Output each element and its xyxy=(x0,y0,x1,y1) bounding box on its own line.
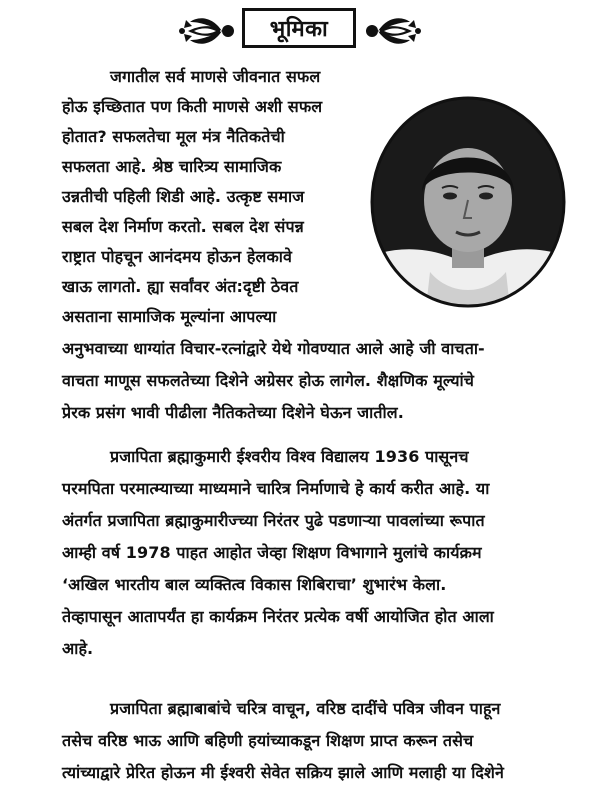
text-line: आम्ही वर्ष 1978 पाहत आहोत जेव्हा शिक्षण विभागाने मुलांचे कार्यक्रम xyxy=(62,543,482,562)
text-line: प्रजापिता ब्रह्माबाबांचे चरित्र वाचून, वरिष्ठ दादींचे पवित्र जीवन पाहून xyxy=(110,699,501,718)
page-header xyxy=(0,8,600,52)
text-line: अंतर्गत प्रजापिता ब्रह्माकुमारीज्च्या निरंतर पुढे पडणाऱ्या पावलांच्या रूपात xyxy=(62,511,485,530)
text-line: जगातील सर्व माणसे जीवनात सफल xyxy=(110,67,321,86)
author-portrait xyxy=(370,96,566,308)
text-line: ‘अखिल भारतीय बाल व्यक्तित्व विकास शिबिराचा’ शुभारंभ केला. xyxy=(62,575,447,594)
text-line: परमपिता परमात्म्याच्या माध्यमाने चारित्र निर्माणाचे हे कार्य करीत आहे. या xyxy=(62,479,490,498)
text-line: राष्ट्रात पोहचून आनंदमय होऊन हेलकावे xyxy=(62,247,292,266)
page-title: भूमिका xyxy=(269,17,329,42)
text-line: सबल देश निर्माण करतो. सबल देश संपन्न xyxy=(62,217,304,236)
text-line: प्रेरक प्रसंग भावी पीढीला नैतिकतेच्या दिशेने घेऊन जातील. xyxy=(62,403,404,422)
text-line: खाऊ लागतो. ह्या सर्वांवर अंत:दृष्टी ठेवत xyxy=(62,277,299,296)
text-line: त्यांच्याद्वारे प्रेरित होऊन मी ईश्वरी सेवेत सक्रिय झाले आणि मलाही या दिशेने xyxy=(62,763,504,782)
text-line: प्रजापिता ब्रह्माकुमारी ईश्वरीय विश्व विद्यालय 1936 पासूनच xyxy=(110,447,469,466)
text-line: होऊ इच्छितात पण किती माणसे अशी सफल xyxy=(62,97,323,116)
text-line: अनुभवाच्या धाग्यांत विचार-रत्नांद्वारे येथे गोवण्यात आले आहे जी वाचता- xyxy=(62,339,485,358)
text-line: तसेच वरिष्ठ भाऊ आणि बहिणी हयांच्याकडून शिक्षण प्राप्त करून तसेच xyxy=(62,731,474,750)
text-line: आहे. xyxy=(62,639,94,658)
text-line: तेव्हापासून आतापर्यंत हा कार्यक्रम निरंतर प्रत्येक वर्षी आयोजित होत आला xyxy=(62,607,494,626)
left-ornament-icon xyxy=(176,14,236,48)
text-line: सफलता आहे. श्रेष्ठ चारित्र्य सामाजिक xyxy=(62,157,282,176)
text-line: होतात? सफलतेचा मूल मंत्र नैतिकतेची xyxy=(62,127,285,146)
title-box xyxy=(242,8,356,48)
text-line: उन्नतीची पहिली शिडी आहे. उत्कृष्ट समाज xyxy=(62,187,305,206)
text-line: असताना सामाजिक मूल्यांना आपल्या xyxy=(62,307,277,326)
right-ornament-icon xyxy=(364,14,424,48)
text-line: वाचता माणूस सफलतेच्या दिशेने अग्रेसर होऊ लागेल. शैक्षणिक मूल्यांचे xyxy=(62,371,475,390)
